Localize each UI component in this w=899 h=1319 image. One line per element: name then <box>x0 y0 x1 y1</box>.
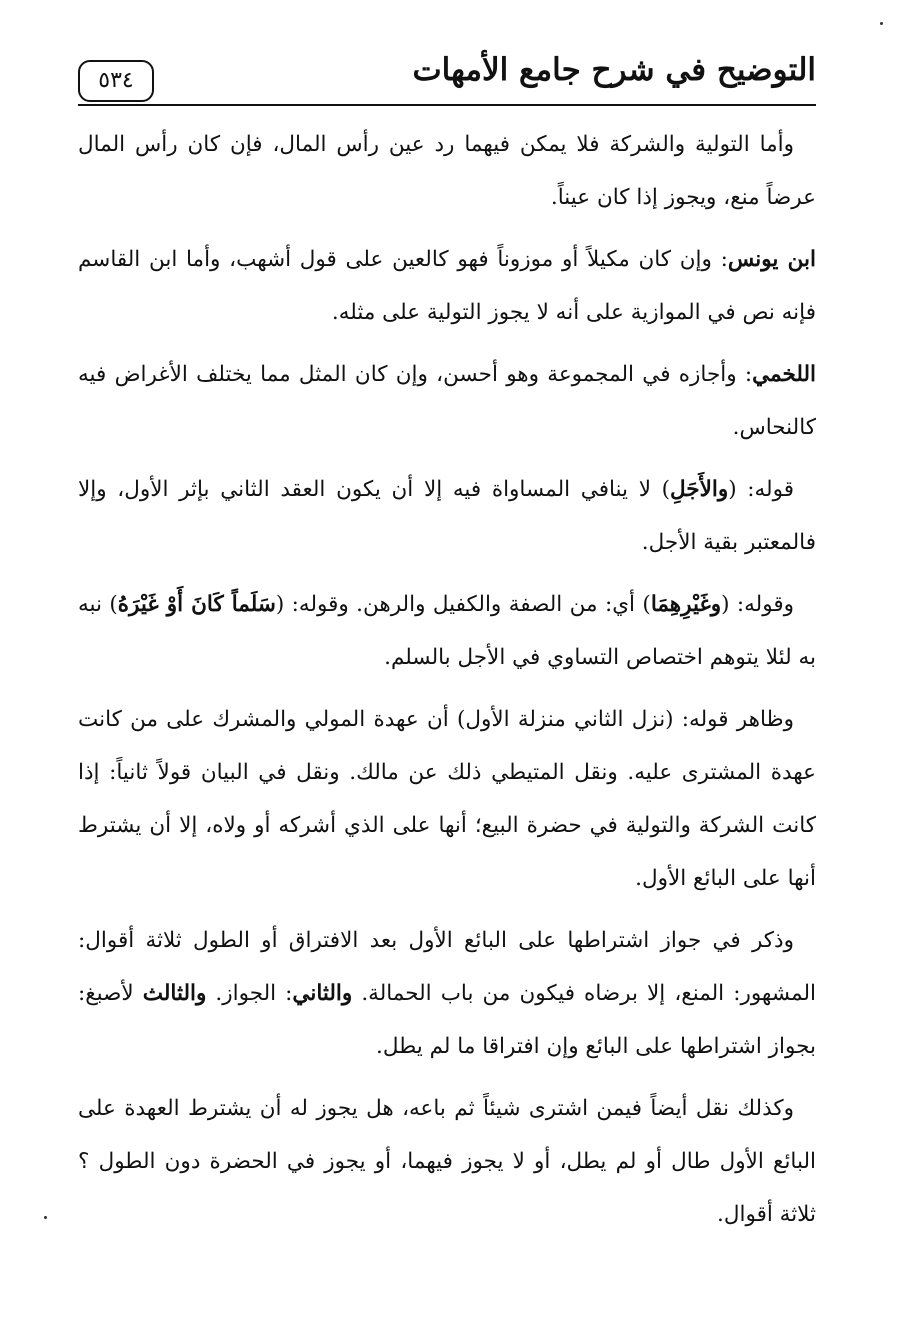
text-run: وكذلك نقل أيضاً فيمن اشترى شيئاً ثم باعه، هل يجوز له أن يشترط العهدة على البائع الأول طال أو لم يطل، أو لا يجوز فيهما، أو يجوز في الحضرة دون الطول ؟ ثلاثة أقوال. <box>78 1096 816 1227</box>
text-run: لأصبغ: بجواز اشتراطها على البائع وإن افتراقا ما لم يطل. <box>78 981 816 1059</box>
text-run: قوله: ( <box>728 477 794 502</box>
bold-term: والثالث <box>142 981 207 1006</box>
bold-term: والثاني <box>292 981 353 1006</box>
text-run: ) أي: من الصفة والكفيل والرهن. وقوله: ( <box>275 592 651 617</box>
text-run: : وإن كان مكيلاً أو موزوناً فهو كالعين على قول أشهب، وأما ابن القاسم فإنه نص في الموازية على أنه لا يجوز التولية على مثله. <box>78 247 816 325</box>
text-run: وقوله: ( <box>721 592 794 617</box>
bold-term: والأَجَلِ <box>670 477 729 502</box>
paragraph <box>78 463 816 569</box>
text-run: وذكر في جواز اشتراطها على البائع الأول بعد الافتراق أو الطول ثلاثة أقوال: المشهور: المنع، إلا برضاه فيكون من باب الحمالة. <box>78 928 816 1006</box>
scan-speck <box>880 22 883 25</box>
text-run: ) لا ينافي المساواة فيه إلا أن يكون العقد الثاني بإثر الأول، وإلا فالمعتبر بقية الأجل. <box>78 477 816 555</box>
paragraph <box>78 578 816 684</box>
paragraph <box>78 233 816 339</box>
paragraph <box>78 693 816 905</box>
text-run: وأما التولية والشركة فلا يمكن فيهما رد عين رأس المال، فإن كان رأس المال عرضاً منع، ويجوز إذا كان عيناً. <box>78 132 816 210</box>
running-header <box>78 52 816 110</box>
book-title: التوضيح في شرح جامع الأمهات <box>412 52 816 88</box>
paragraph <box>78 118 816 224</box>
bold-term: سَلَماً كَانَ أَوْ غَيْرَهُ <box>117 592 276 617</box>
text-run: : وأجازه في المجموعة وهو أحسن، وإن كان المثل مما يختلف الأغراض فيه كالنحاس. <box>78 362 816 440</box>
bold-term: ابن يونس <box>727 247 816 272</box>
scan-speck <box>44 1216 47 1219</box>
page-number: ٥٣٤ <box>78 60 154 102</box>
page-body <box>78 118 816 1241</box>
bold-term: اللخمي <box>752 362 816 387</box>
text-run: : الجواز. <box>206 981 293 1006</box>
page <box>78 52 816 1250</box>
text-run: ) نبه به لئلا يتوهم اختصاص التساوي في الأجل بالسلم. <box>78 592 816 670</box>
paragraph <box>78 914 816 1073</box>
paragraph <box>78 1082 816 1241</box>
text-run: وظاهر قوله: (نزل الثاني منزلة الأول) أن عهدة المولي والمشرك على من كانت عهدة المشترى عليه. ونقل المتيطي ذلك عن مالك. ونقل في البيان قولاً ثانياً: إذا كانت الشركة والتولية في حضرة البيع؛ أنها على الذي أشركه أو ولاه، إلا أن يشترط أنها على البائع الأول. <box>78 707 816 891</box>
bold-term: وغَيْرِهِمَا <box>650 592 722 617</box>
header-rule <box>78 104 816 106</box>
paragraph <box>78 348 816 454</box>
